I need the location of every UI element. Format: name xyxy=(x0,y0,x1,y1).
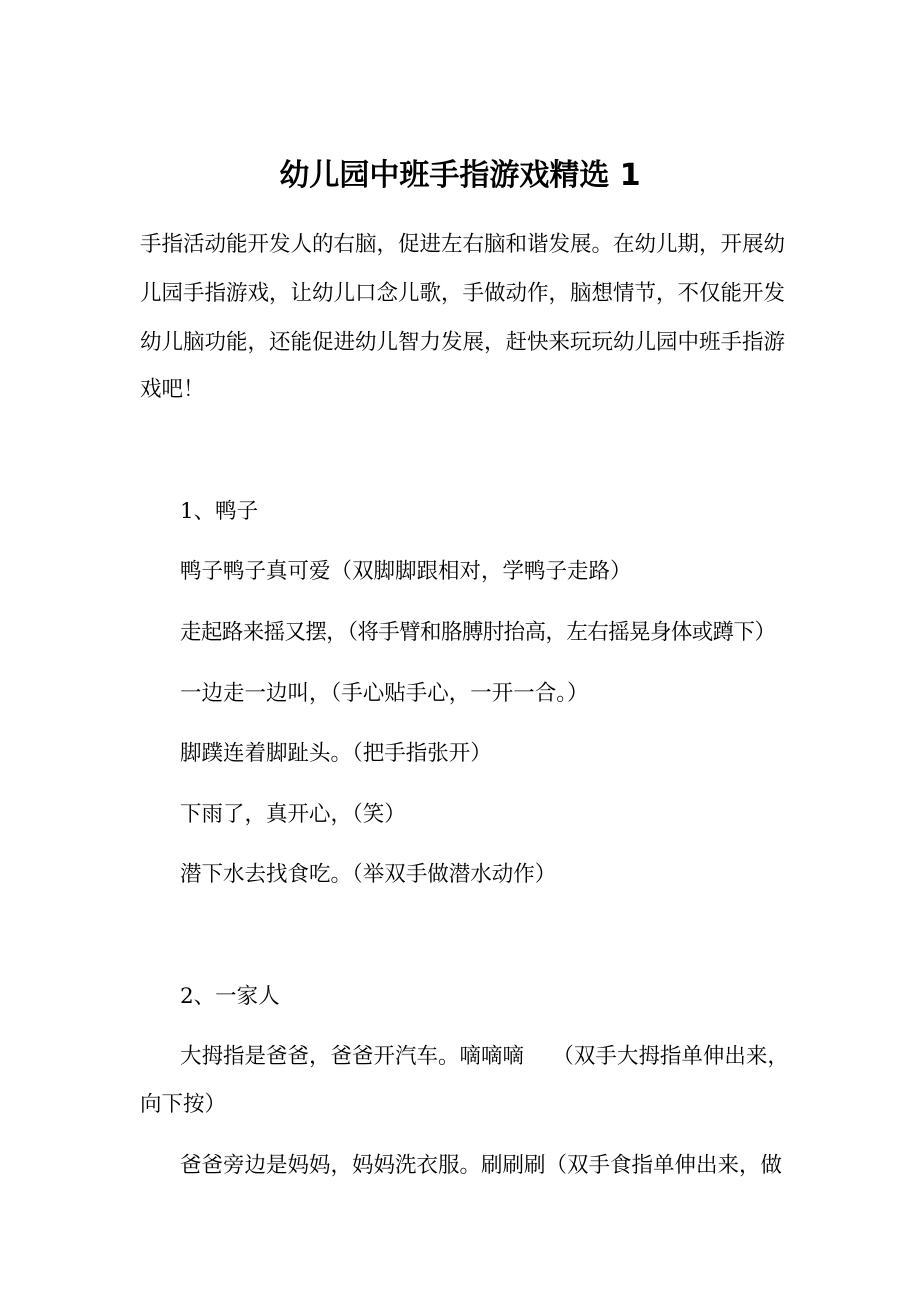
section-heading: 2、一家人 xyxy=(180,984,280,1009)
section-heading: 1、鸭子 xyxy=(180,499,259,524)
section-line: 鸭子鸭子真可爱（双脚脚跟相对，学鸭子走路） xyxy=(180,559,632,584)
section-line: 潜下水去找食吃。（举双手做潜水动作） xyxy=(180,862,557,887)
intro-line: 戏吧！ xyxy=(140,377,205,402)
intro-line: 儿园手指游戏，让幼儿口念儿歌，手做动作，脑想情节，不仅能开发 xyxy=(140,281,786,306)
section-line: 大拇指是爸爸，爸爸开汽车。嘀嘀嘀 （双手大拇指单伸出来， xyxy=(180,1044,789,1069)
section-line: 脚蹼连着脚趾头。（把手指张开） xyxy=(180,741,492,766)
section-line: 一边走一边叫，（手心贴手心，一开一合。） xyxy=(180,681,589,706)
document-title: 幼儿园中班手指游戏精选 1 xyxy=(279,158,641,193)
intro-line: 手指活动能开发人的右脑，促进左右脑和谐发展。在幼儿期，开展幼 xyxy=(140,232,786,257)
section-line: 下雨了，真开心，（笑） xyxy=(180,802,406,827)
intro-line: 幼儿脑功能，还能促进幼儿智力发展，赶快来玩玩幼儿园中班手指游 xyxy=(140,330,786,355)
section-line: 走起路来摇又摆，（将手臂和胳膊肘抬高，左右摇晃身体或蹲下） xyxy=(180,620,776,645)
section-line: 爸爸旁边是妈妈，妈妈洗衣服。刷刷刷（双手食指单伸出来，做 xyxy=(180,1153,783,1178)
section-line: 向下按） xyxy=(140,1092,227,1117)
